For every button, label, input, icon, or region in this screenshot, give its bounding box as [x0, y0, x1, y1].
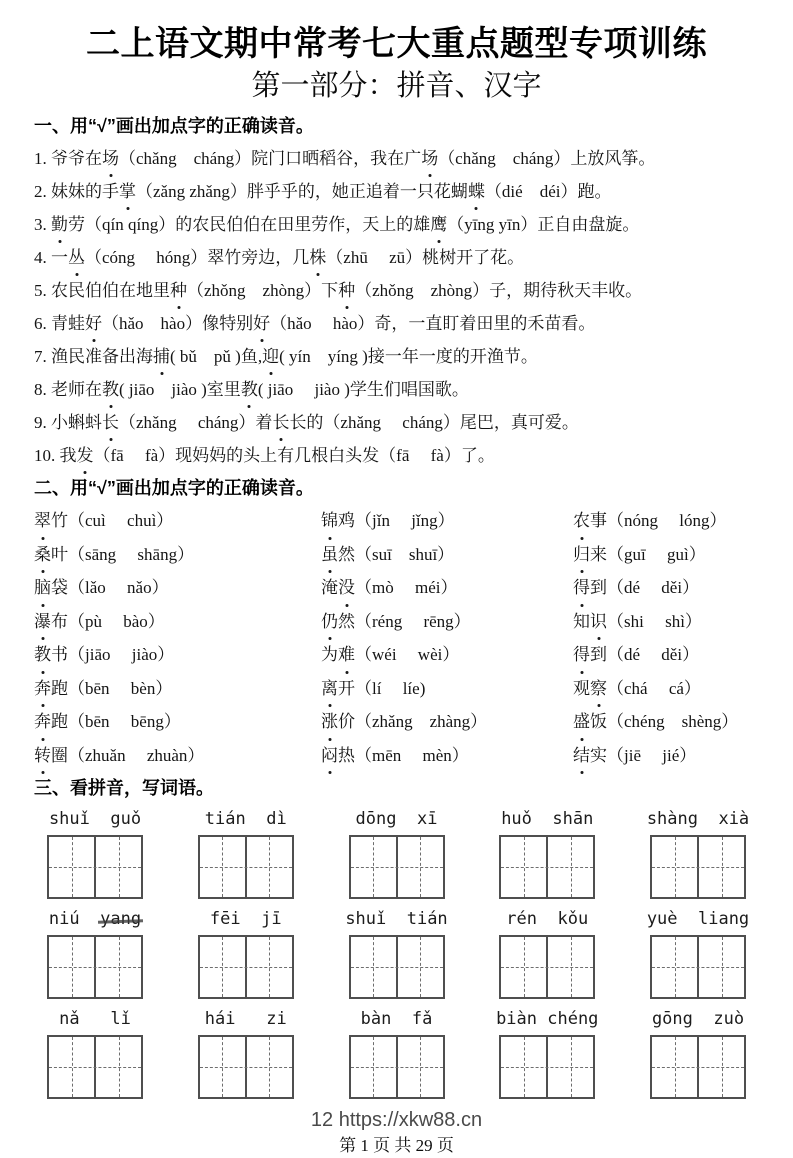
pinyin-label: biàn chéng: [496, 1009, 599, 1029]
dotted-char: 翠: [34, 504, 51, 538]
watermark-text: 12 https://xkw88.cn: [310, 1109, 483, 1131]
word-choice-item: 知识（shi shì）: [573, 605, 759, 639]
dotted-char: 闷: [321, 739, 338, 773]
pinyin-write-group: [486, 1008, 608, 1099]
dotted-char: 得: [573, 638, 590, 672]
pinyin-write-group: [486, 908, 608, 999]
word-choice-item: 翠竹（cuì chuì）: [34, 504, 321, 538]
writing-cell: [546, 837, 593, 897]
word-choice-item: 瀑布（pù bào）: [34, 605, 321, 639]
writing-cell: [697, 937, 744, 997]
writing-grid: [349, 1035, 445, 1099]
word-choice-item: 结实（jiē jié）: [573, 739, 759, 773]
writing-cell: [546, 937, 593, 997]
dotted-char: 盛: [573, 705, 590, 739]
pinyin-label: shàng xià: [646, 809, 750, 829]
pinyin-write-group: [185, 1008, 307, 1099]
writing-cell: [652, 937, 697, 997]
writing-cell: [697, 837, 744, 897]
dotted-char: 教: [241, 373, 258, 406]
dotted-char: 迎: [262, 340, 279, 373]
writing-cell: [546, 1037, 593, 1097]
question-item: 4. 一丛（cóng hóng）翠竹旁边，几株（zhū zū）桃树开了花。: [34, 241, 759, 274]
dotted-char: 种: [338, 274, 355, 307]
writing-grid: [47, 835, 143, 899]
dotted-char: 离: [321, 672, 338, 706]
section2-heading: 二、用“√”画出加点字的正确读音。: [34, 478, 314, 498]
writing-cell: [200, 837, 245, 897]
writing-grid: [198, 935, 294, 999]
writing-cell: [94, 1037, 141, 1097]
writing-cell: [245, 937, 292, 997]
dotted-char: 锦: [321, 504, 338, 538]
dotted-char: 株: [309, 241, 326, 274]
pinyin-write-group: [34, 908, 156, 999]
writing-grid: [499, 935, 595, 999]
pinyin-label: tián dì: [204, 809, 287, 829]
writing-cell: [94, 837, 141, 897]
writing-cell: [49, 1037, 94, 1097]
pinyin-label: rén kǒu: [506, 909, 589, 929]
question-item: 10. 我发（fā fà）现妈妈的头上有几根白头发（fā fà）了。: [34, 439, 759, 472]
writing-grid: [47, 935, 143, 999]
word-choice-item: 桑叶（sāng shāng）: [34, 538, 321, 572]
writing-cell: [200, 1037, 245, 1097]
dotted-char: 识: [590, 605, 607, 639]
word-choice-item: 仍然（réng rēng）: [321, 605, 573, 639]
word-choice-item: 涨价（zhǎng zhàng）: [321, 705, 573, 739]
writing-cell: [94, 937, 141, 997]
writing-cell: [697, 1037, 744, 1097]
dotted-char: 仍: [321, 605, 338, 639]
pinyin-write-group: [637, 808, 759, 899]
writing-cell: [501, 837, 546, 897]
dotted-char: 场: [421, 142, 438, 175]
pinyin-write-group: [486, 808, 608, 899]
word-choice-item: 奔跑（bēn bēng）: [34, 705, 321, 739]
dotted-char: 教: [102, 373, 119, 406]
dotted-char: 长: [272, 406, 289, 439]
word-choice-item: 得到（dé děi）: [573, 571, 759, 605]
pinyin-write-group: [336, 1008, 458, 1099]
dotted-char: 奔: [34, 705, 51, 739]
dotted-char: 场: [102, 142, 119, 175]
question-item: 2. 妹妹的手掌（zǎng zhǎng）胖乎乎的，她正追着一只花蝴蝶（dié déi）跑。: [34, 175, 759, 208]
question-item: 8. 老师在教( jiāo jiào )室里教( jiāo jiào )学生们唱国歌。: [34, 373, 759, 406]
writing-cell: [351, 1037, 396, 1097]
writing-cell: [245, 837, 292, 897]
word-choice-item: 淹没（mò méi）: [321, 571, 573, 605]
page-subtitle: 第一部分：拼音、汉字: [251, 70, 542, 102]
dotted-char: 掌: [119, 175, 136, 208]
section2-grid: [34, 504, 759, 772]
writing-grid: [349, 935, 445, 999]
page-title: 二上语文期中常考七大重点题型专项训练: [86, 25, 707, 63]
word-choice-item: 离开（lí líe): [321, 672, 573, 706]
pinyin-write-group: [637, 1008, 759, 1099]
dotted-char: 归: [573, 538, 590, 572]
dotted-char: 农: [573, 504, 590, 538]
dotted-char: 蝶: [468, 175, 485, 208]
writing-grid: [650, 1035, 746, 1099]
pinyin-label: dōng xī: [355, 809, 438, 829]
question-item: 6. 青蛙好（hǎo hào）像特别好（hǎo hào）奇，一直盯着田里的禾苗看。: [34, 307, 759, 340]
writing-grid: [499, 835, 595, 899]
section3-heading: 三、看拼音，写词语。: [34, 778, 214, 798]
pinyin-write-group: [34, 1008, 156, 1099]
dotted-char: 鹰: [430, 208, 447, 241]
section3-rows: [34, 808, 759, 1099]
word-choice-item: 归来（guī guì）: [573, 538, 759, 572]
dotted-char: 得: [573, 571, 590, 605]
pinyin-write-group: [336, 908, 458, 999]
pinyin-write-group: [34, 808, 156, 899]
writing-cell: [49, 837, 94, 897]
word-choice-item: 奔跑（bēn bèn）: [34, 672, 321, 706]
pinyin-label: huǒ shān: [501, 809, 594, 829]
writing-cell: [49, 937, 94, 997]
section-1: [34, 112, 759, 472]
dotted-char: 丛: [68, 241, 85, 274]
dotted-char: 虽: [321, 538, 338, 572]
writing-cell: [245, 1037, 292, 1097]
dotted-char: 瀑: [34, 605, 51, 639]
pinyin-label: nǎ lǐ: [59, 1009, 131, 1029]
pinyin-write-group: [637, 908, 759, 999]
dotted-char: 教: [34, 638, 51, 672]
word-choice-item: 虽然（suī shuī）: [321, 538, 573, 572]
question-item: 7. 渔民准备出海捕( bǔ pǔ )鱼,迎( yín yíng )接一年一度的开渔节。: [34, 340, 759, 373]
dotted-char: 捕: [153, 340, 170, 373]
word-choice-item: 锦鸡（jǐn jǐng）: [321, 504, 573, 538]
scribbled-text: yang: [100, 909, 142, 929]
writing-cell: [396, 837, 443, 897]
section-3: [34, 774, 759, 1099]
writing-cell: [351, 937, 396, 997]
word-choice-item: 农事（nóng lóng）: [573, 504, 759, 538]
word-choice-item: 闷热（mēn mèn）: [321, 739, 573, 773]
pinyin-write-group: [185, 808, 307, 899]
dotted-char: 桑: [34, 538, 51, 572]
dotted-char: 转: [34, 739, 51, 773]
word-choice-item: 观察（chá cá）: [573, 672, 759, 706]
dotted-char: 发: [77, 439, 94, 472]
writing-grid: [650, 935, 746, 999]
question-item: 1. 爷爷在场（chǎng cháng）院门口晒稻谷，我在广场（chǎng cháng）上放风筝。: [34, 142, 759, 175]
pinyin-label: niú yang: [48, 909, 142, 929]
writing-cell: [396, 1037, 443, 1097]
dotted-char: 涨: [321, 705, 338, 739]
section1-items: [34, 142, 759, 472]
writing-cell: [351, 837, 396, 897]
dotted-char: 奔: [34, 672, 51, 706]
word-choice-item: 为难（wéi wèi）: [321, 638, 573, 672]
writing-grid: [349, 835, 445, 899]
pinyin-label: yuè liang: [646, 909, 750, 929]
pinyin-label: shuǐ guǒ: [48, 809, 142, 829]
dotted-char: 没: [338, 571, 355, 605]
pinyin-write-group: [185, 908, 307, 999]
pinyin-grid-row: [34, 908, 759, 999]
dotted-char: 察: [590, 672, 607, 706]
pinyin-write-group: [336, 808, 458, 899]
question-item: 9. 小蝌蚪长（zhǎng cháng）着长长的（zhǎng cháng）尾巴，真可爱。: [34, 406, 759, 439]
writing-cell: [396, 937, 443, 997]
dotted-char: 难: [338, 638, 355, 672]
dotted-char: 结: [573, 739, 590, 773]
writing-cell: [501, 937, 546, 997]
question-item: 3. 勤劳（qín qíng）的农民伯伯在田里劳作，天上的雄鹰（yīng yīn）正自由盘旋。: [34, 208, 759, 241]
pinyin-label: shuǐ tián: [345, 909, 448, 929]
section-2: [34, 474, 759, 772]
writing-cell: [652, 837, 697, 897]
pinyin-grid-row: [34, 1008, 759, 1099]
pinyin-label: fēi jī: [209, 909, 282, 929]
pinyin-label: hái zi: [204, 1009, 287, 1029]
writing-cell: [501, 1037, 546, 1097]
writing-cell: [652, 1037, 697, 1097]
dotted-char: 脑: [34, 571, 51, 605]
word-choice-item: 转圈（zhuǎn zhuàn）: [34, 739, 321, 773]
writing-grid: [499, 1035, 595, 1099]
question-item: 5. 农民伯伯在地里种（zhǒng zhòng）下种（zhǒng zhòng）子，期待秋天丰收。: [34, 274, 759, 307]
dotted-char: 勤: [51, 208, 68, 241]
dotted-char: 好: [253, 307, 270, 340]
pinyin-label: bàn fǎ: [360, 1009, 433, 1029]
word-choice-item: 盛饭（chéng shèng）: [573, 705, 759, 739]
dotted-char: 好: [85, 307, 102, 340]
page-number: 第 1 页 共 29 页: [339, 1136, 454, 1155]
pinyin-label: gōng zuò: [651, 1009, 745, 1029]
writing-cell: [200, 937, 245, 997]
dotted-char: 种: [170, 274, 187, 307]
word-choice-item: 得到（dé děi）: [573, 638, 759, 672]
writing-grid: [650, 835, 746, 899]
word-choice-item: 脑袋（lǎo nǎo）: [34, 571, 321, 605]
pinyin-grid-row: [34, 808, 759, 899]
writing-grid: [198, 835, 294, 899]
section1-heading: 一、用“√”画出加点字的正确读音。: [34, 116, 314, 136]
writing-grid: [47, 1035, 143, 1099]
writing-grid: [198, 1035, 294, 1099]
page-footer: [34, 1108, 759, 1158]
word-choice-item: 教书（jiāo jiào）: [34, 638, 321, 672]
dotted-char: 长: [102, 406, 119, 439]
